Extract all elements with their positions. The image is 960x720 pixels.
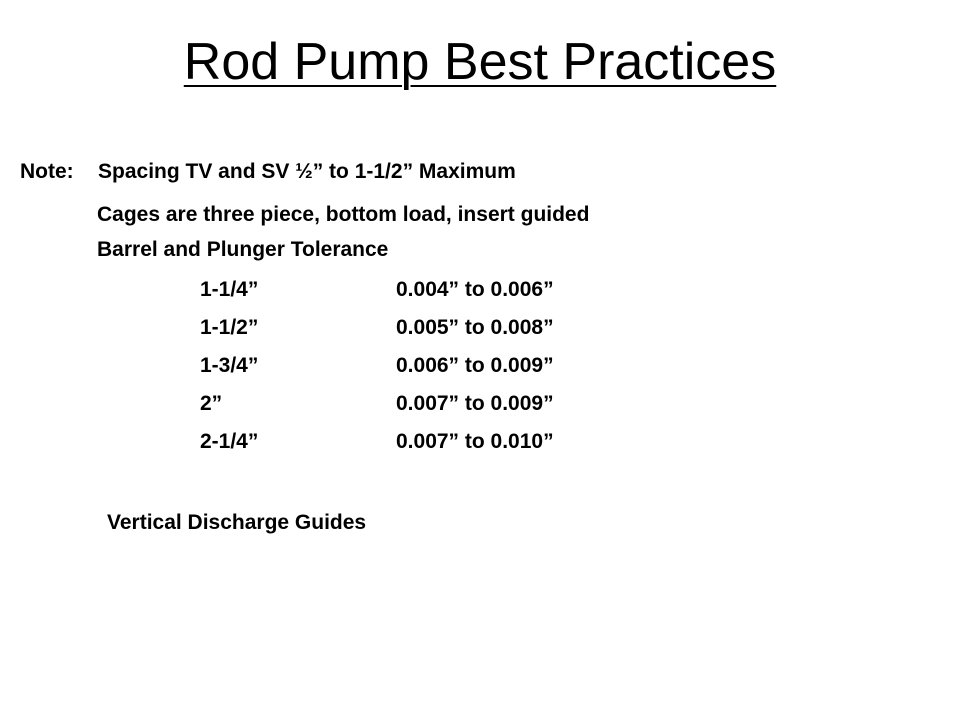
- note-label: Note:: [20, 160, 74, 183]
- tolerance-range: 0.005” to 0.008”: [396, 316, 554, 339]
- tolerance-size: 1-1/4”: [200, 278, 259, 301]
- tolerance-range: 0.007” to 0.010”: [396, 430, 554, 453]
- tolerance-size: 1-3/4”: [200, 354, 259, 377]
- tolerance-range: 0.006” to 0.009”: [396, 354, 554, 377]
- barrel-tolerance-heading: Barrel and Plunger Tolerance: [97, 238, 389, 261]
- note-spacing-text: Spacing TV and SV ½” to 1-1/2” Maximum: [98, 160, 516, 183]
- tolerance-range: 0.004” to 0.006”: [396, 278, 554, 301]
- tolerance-range: 0.007” to 0.009”: [396, 392, 554, 415]
- tolerance-size: 2-1/4”: [200, 430, 259, 453]
- tolerance-size: 2”: [200, 392, 223, 415]
- tolerance-size: 1-1/2”: [200, 316, 259, 339]
- cages-text: Cages are three piece, bottom load, insert guided: [97, 203, 590, 226]
- vertical-discharge-guides-text: Vertical Discharge Guides: [107, 511, 367, 534]
- slide-title: Rod Pump Best Practices: [183, 33, 777, 91]
